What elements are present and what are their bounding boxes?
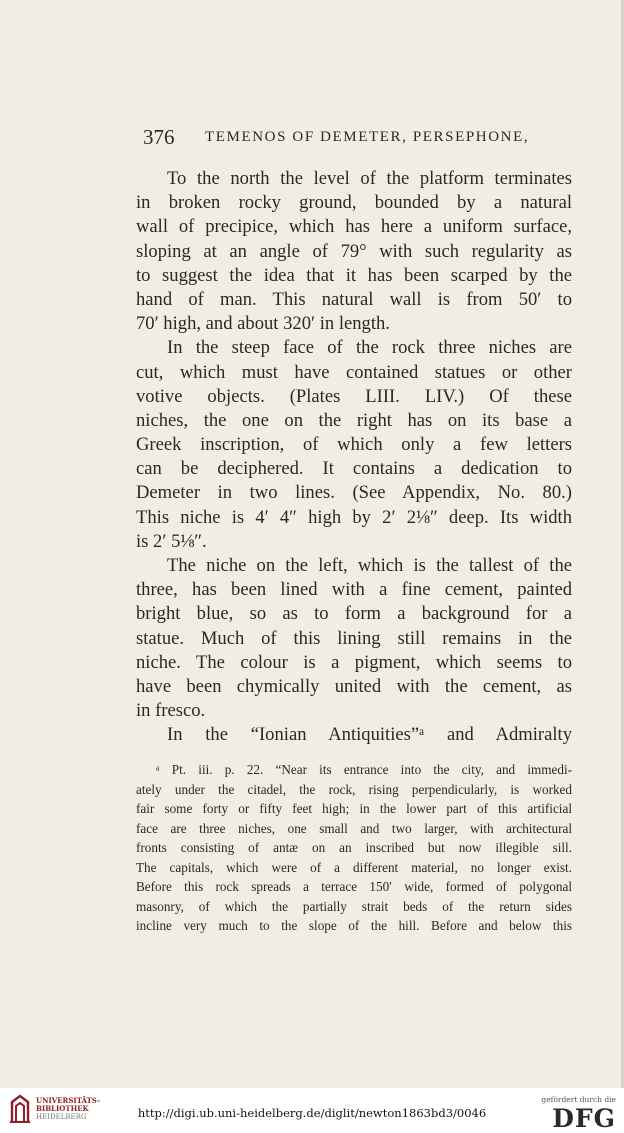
- text-line: wall of precipice, which has here a uniform surface,: [136, 216, 572, 238]
- text-line: cut, which must have contained statues or other: [136, 361, 572, 383]
- text-line: to suggest the idea that it has been scarped by the: [136, 264, 572, 286]
- footnote-line: incline very much to the slope of the hill. Before and below this: [136, 918, 572, 933]
- body-text: [136, 167, 572, 748]
- text-line: bright blue, so as to form a background for a: [136, 603, 572, 625]
- text-line: The niche on the left, which is the tallest of the: [167, 555, 572, 576]
- text-line: have been chymically united with the cement, as: [136, 675, 572, 697]
- source-url-link[interactable]: http://digi.ub.uni-heidelberg.de/diglit/newton1863bd3/0046: [137, 1106, 487, 1120]
- text-line: In the “Ionian Antiquities”ᵃ and Admiralty: [167, 724, 572, 746]
- footnote-line: masonry, of which the partially strait beds of the return sides: [136, 898, 572, 914]
- funded-by-label: gefördert durch die: [541, 1095, 616, 1104]
- footnote-line: ately under the citadel, the rock, rising perpendicularly, is worked: [136, 781, 572, 797]
- text-line: Demeter in two lines. (See Appendix, No. 80.): [136, 482, 572, 504]
- page-number: 376: [143, 125, 175, 149]
- running-head: TEMENOS OF DEMETER, PERSEPHONE,: [205, 129, 530, 145]
- text-line: three, has been lined with a fine cement, painted: [136, 579, 572, 601]
- library-name-line: UNIVERSITÄTS-: [36, 1096, 100, 1105]
- text-line: To the north the level of the platform terminates: [167, 168, 572, 189]
- text-line: hand of man. This natural wall is from 50′ to: [136, 288, 572, 310]
- footnote-line: face are three niches, one small and two larger, with architectural: [136, 820, 572, 836]
- text-line: This niche is 4′ 4″ high by 2′ 2⅛″ deep. Its width: [136, 506, 572, 528]
- text-line: Greek inscription, of which only a few letters: [136, 434, 572, 456]
- text-line: sloping at an angle of 79° with such regularity as: [136, 240, 572, 262]
- footnote-line: fronts consisting of antæ on an inscribed but now illegible sill.: [136, 840, 572, 855]
- text-line: in fresco.: [136, 700, 206, 722]
- footnote-line: The capitals, which were of a different material, no longer exist.: [136, 859, 572, 875]
- text-line: is 2′ 5⅛″.: [136, 530, 207, 552]
- text-line: statue. Much of this lining still remains in the: [136, 627, 572, 649]
- text-line: niches, the one on the right has on its base a: [136, 409, 572, 431]
- dfg-logo: DFG: [552, 1104, 616, 1133]
- text-line: niche. The colour is a pigment, which seems to: [136, 651, 572, 673]
- footnotes: [136, 760, 572, 936]
- footnote-line: Before this rock spreads a terrace 150′ wide, formed of polygonal: [136, 879, 572, 894]
- text-line: votive objects. (Plates LIII. LIV.) Of these: [136, 385, 572, 407]
- footnote-line: ᵃ Pt. iii. p. 22. “Near its entrance into the city, and immedi-: [156, 762, 572, 777]
- text-line: In the steep face of the rock three niches are: [167, 337, 572, 359]
- text-line: in broken rocky ground, bounded by a natural: [136, 192, 572, 214]
- footnote-line: fair some forty or fifty feet high; in the lower part of this artificial: [136, 801, 572, 816]
- library-name-line: HEIDELBERG: [36, 1113, 87, 1121]
- library-name-line: BIBLIOTHEK: [36, 1104, 89, 1113]
- text-line: can be deciphered. It contains a dedication to: [136, 458, 572, 480]
- text-line: 70′ high, and about 320′ in length.: [136, 313, 390, 335]
- page-header: [143, 125, 573, 151]
